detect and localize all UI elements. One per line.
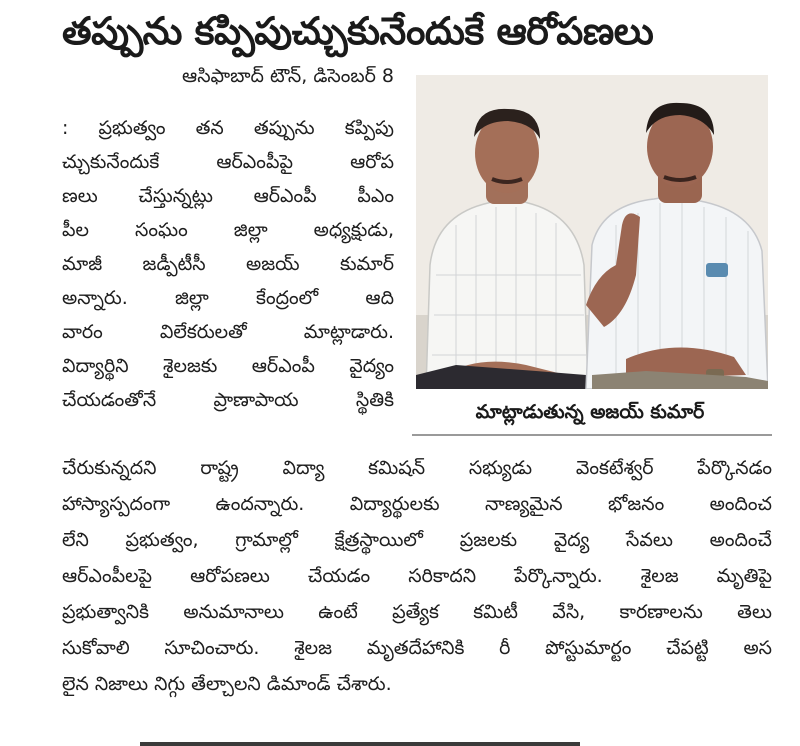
article-line: వారం విలేకరులతో మాట్లాడారు. bbox=[62, 321, 394, 343]
photo-caption: మాట్లాడుతున్న అజయ్ కుమార్ bbox=[475, 401, 705, 423]
article-line: చ్చుకునేందుకే ఆర్ఎంపీపై ఆరోప bbox=[62, 151, 394, 173]
article-dateline: ఆసిఫాబాద్ టౌన్, డిసెంబర్ 8 bbox=[182, 65, 394, 87]
article-headline: తప్పును కప్పిపుచ్చుకునేందుకే ఆరోపణలు bbox=[62, 9, 654, 53]
article-line: పీల సంఘం జిల్లా అధ్యక్షుడు, bbox=[62, 219, 394, 241]
next-headline-fragment bbox=[140, 736, 580, 746]
caption-divider bbox=[412, 434, 772, 436]
article-line: సుకోవాలి సూచించారు. శైలజ మృతదేహానికి రీ పోస్టుమార్టం చేపట్టి అస bbox=[62, 637, 772, 659]
article-line: : ప్రభుత్వం తన తప్పును కప్పిపు bbox=[62, 117, 394, 139]
article-line: లేని ప్రభుత్వం, గ్రామాల్లో క్షేత్రస్థాయిలో ప్రజలకు వైద్య సేవలు అందించే bbox=[62, 529, 772, 551]
article-line: ఆర్ఎంపీలపై ఆరోపణలు చేయడం సరికాదని పేర్కొన్నారు. శైలజ మృతిపై bbox=[62, 565, 772, 587]
article-line: చేయడంతోనే ప్రాణాపాయ స్థితికి bbox=[62, 389, 394, 411]
article-line: ణలు చేస్తున్నట్లు ఆర్ఎంపీ పీఎం bbox=[62, 185, 394, 207]
article-line: అన్నారు. జిల్లా కేంద్రంలో ఆది bbox=[62, 287, 394, 309]
article-line: లైన నిజాలు నిగ్గు తేల్చాలని డిమాండ్ చేశారు. bbox=[62, 673, 392, 695]
article-line: హాస్యాస్పదంగా ఉందన్నారు. విద్యార్థులకు నాణ్యమైన భోజనం అందించ bbox=[62, 493, 772, 515]
article-line: చేరుకున్నదని రాష్ట్ర విద్యా కమిషన్ సభ్యుడు వెంకటేశ్వర్ పేర్కొనడం bbox=[62, 457, 772, 479]
two-men-photo bbox=[416, 75, 768, 389]
article-line: మాజీ జడ్పీటీసీ అజయ్ కుమార్ bbox=[62, 253, 394, 275]
article-line: విద్యార్థిని శైలజకు ఆర్ఎంపీ వైద్యం bbox=[62, 355, 394, 377]
article-line: ప్రభుత్వానికి అనుమానాలు ఉంటే ప్రత్యేక కమిటీ వేసి, కారణాలను తెలు bbox=[62, 601, 772, 623]
article-photo bbox=[416, 75, 768, 389]
